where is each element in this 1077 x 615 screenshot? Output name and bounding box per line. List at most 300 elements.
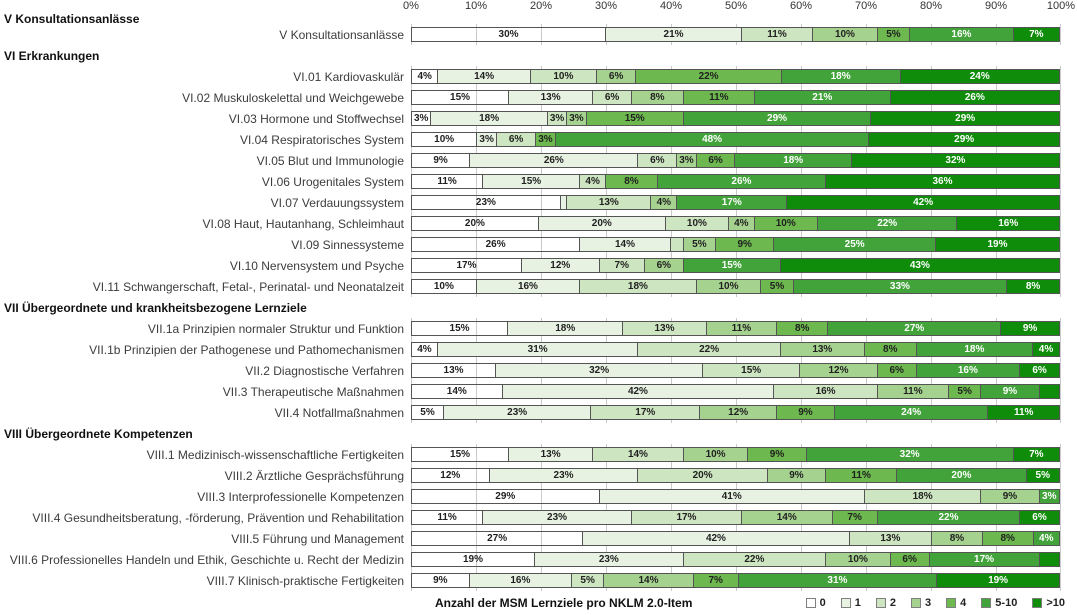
segment-label: 25%	[844, 238, 865, 250]
segment-label: 9%	[433, 154, 448, 166]
bar-segment	[671, 238, 684, 251]
segment-label: 20%	[692, 469, 713, 481]
segment-label: 10%	[834, 28, 855, 40]
legend-swatch	[1032, 598, 1042, 608]
segment-label: 6%	[604, 91, 620, 103]
segment-label: 20%	[591, 217, 612, 229]
segment-label: 22%	[698, 70, 719, 82]
segment-label: 18%	[830, 70, 851, 82]
segment-label: 8%	[1000, 532, 1015, 544]
segment-label: 42%	[913, 196, 934, 208]
bar-segment	[535, 553, 684, 566]
bar-segment	[761, 280, 793, 293]
segment-label: 17%	[721, 196, 742, 208]
bar-segment	[794, 280, 1008, 293]
bar-segment	[1027, 469, 1059, 482]
segment-label: 16%	[517, 280, 538, 292]
x-axis-ticks	[403, 0, 1076, 14]
bar-segment	[901, 70, 1059, 83]
segment-label: 13%	[540, 91, 561, 103]
bar-segment	[716, 238, 774, 251]
segment-label: 41%	[721, 490, 742, 502]
bar-segment	[593, 91, 632, 104]
segment-label: 16%	[815, 385, 836, 397]
bar-segment	[412, 154, 470, 167]
segment-label: 16%	[951, 28, 972, 40]
segment-label: 3%	[1042, 490, 1057, 502]
bar-segment	[707, 322, 777, 335]
row-label: VI.01 Kardiovaskulär	[293, 69, 404, 84]
segment-label: 32%	[945, 154, 966, 166]
segment-label: 11%	[437, 175, 457, 187]
segment-label: 17%	[456, 259, 477, 271]
segment-label: 29%	[495, 490, 516, 502]
bar-segment	[497, 133, 536, 146]
bar-segment	[587, 112, 684, 125]
segment-label: 22%	[744, 553, 765, 565]
row-label: VIII.5 Führung und Management	[231, 531, 404, 546]
bar-row	[0, 213, 1077, 234]
bar-segment	[826, 469, 897, 482]
bar-segment	[981, 385, 1039, 398]
segment-label: 6%	[708, 154, 723, 166]
stacked-bar	[411, 237, 1060, 252]
segment-label: 11%	[731, 322, 752, 334]
bar-segment	[580, 280, 696, 293]
bar-segment	[697, 154, 736, 167]
bar-segment	[878, 364, 917, 377]
segment-label: 16%	[998, 217, 1019, 229]
segment-label: 48%	[702, 133, 723, 145]
segment-label: 6%	[608, 70, 624, 82]
segment-label: 13%	[598, 196, 619, 208]
stacked-bar	[411, 153, 1060, 168]
segment-label: 14%	[776, 511, 797, 523]
stacked-bar	[411, 405, 1060, 420]
bar-segment	[632, 91, 684, 104]
section-header: VIII Übergeordnete Kompetenzen	[4, 426, 193, 441]
segment-label: 23%	[475, 196, 496, 208]
bar-segment	[768, 469, 826, 482]
bar-segment	[431, 112, 547, 125]
segment-label: 43%	[909, 259, 930, 271]
bar-track	[411, 549, 1061, 570]
stacked-bar	[411, 531, 1060, 546]
segment-label: 3%	[569, 112, 584, 124]
bar-segment	[878, 385, 949, 398]
segment-label: 5%	[580, 574, 595, 586]
segment-label: 10%	[705, 448, 726, 460]
bar-segment	[470, 154, 638, 167]
bar-track	[411, 444, 1061, 465]
bar-segment	[949, 385, 981, 398]
bar-segment	[684, 112, 872, 125]
bar-segment	[623, 322, 706, 335]
row-label: VII.2 Diagnostische Verfahren	[245, 363, 404, 378]
segment-label: 11%	[437, 511, 457, 523]
bar-track	[411, 339, 1061, 360]
bar-segment	[438, 70, 530, 83]
bar-segment	[412, 133, 477, 146]
bar-segment	[580, 238, 671, 251]
segment-label: 15%	[741, 364, 762, 376]
segment-label: 7%	[847, 511, 862, 523]
segment-label: 15%	[450, 448, 471, 460]
bar-segment	[910, 28, 1014, 41]
segment-label: 5%	[886, 28, 901, 40]
segment-label: 5%	[692, 238, 707, 250]
bar-segment	[572, 574, 604, 587]
segment-label: 14%	[474, 70, 495, 82]
segment-label: 10%	[718, 280, 739, 292]
segment-label: 12%	[440, 469, 461, 481]
segment-label: 17%	[676, 511, 697, 523]
bar-row	[0, 276, 1077, 297]
segment-label: 13%	[880, 532, 901, 544]
segment-label: 27%	[487, 532, 508, 544]
bar-row	[0, 255, 1077, 276]
segment-label: 6%	[902, 553, 917, 565]
section-header: VII Übergeordnete und krankheitsbezogene Lernziele	[4, 300, 307, 315]
bar-segment	[632, 511, 742, 524]
legend-swatch	[911, 598, 921, 608]
bar-segment	[503, 385, 775, 398]
axis-title: Anzahl der MSM Lernziele pro NKLM 2.0-Item	[435, 596, 693, 610]
legend-swatch	[876, 598, 886, 608]
bar-segment	[729, 217, 754, 230]
bar-segment	[1033, 343, 1059, 356]
bar-segment	[833, 511, 878, 524]
bar-row	[0, 318, 1077, 339]
bar-segment	[865, 343, 917, 356]
bar-segment	[1014, 28, 1059, 41]
bar-segment	[742, 28, 813, 41]
bar-segment	[684, 259, 781, 272]
bar-track	[411, 255, 1061, 276]
segment-label: 31%	[527, 343, 548, 355]
stacked-bar	[411, 132, 1060, 147]
row-label: VII.3 Therapeutische Maßnahmen	[222, 384, 404, 399]
row-label: VI.11 Schwangerschaft, Fetal-, Perinatal- und Neonatalzeit	[92, 279, 404, 294]
segment-label: 13%	[654, 322, 675, 334]
bar-segment	[777, 322, 828, 335]
stacked-bar	[411, 468, 1060, 483]
segment-label: 9%	[789, 469, 804, 481]
segment-label: 7%	[1029, 448, 1044, 460]
segment-label: 3%	[679, 154, 694, 166]
bar-segment	[781, 343, 865, 356]
bar-segment	[1040, 553, 1059, 566]
bar-segment	[636, 70, 781, 83]
segment-label: 4%	[417, 343, 432, 355]
bar-segment	[1034, 532, 1059, 545]
segment-label: 26%	[964, 91, 985, 103]
axis-tick-label: 90%	[984, 0, 1008, 12]
bar-segment	[897, 469, 1026, 482]
segment-label: 42%	[627, 385, 648, 397]
bar-row	[0, 507, 1077, 528]
bar-segment	[531, 70, 597, 83]
segment-label: 11%	[851, 469, 871, 481]
segment-label: 11%	[767, 28, 787, 40]
axis-tick-label: 30%	[594, 0, 618, 12]
bar-segment	[850, 532, 932, 545]
segment-label: 7%	[708, 574, 723, 586]
bar-segment	[412, 91, 509, 104]
bar-segment	[658, 175, 826, 188]
segment-label: 36%	[932, 175, 953, 187]
bar-segment	[755, 91, 891, 104]
bar-track	[411, 192, 1061, 213]
row-label: VIII.6 Professionelles Handeln und Ethik, Geschichte u. Recht der Medizin	[9, 552, 404, 567]
bar-segment	[645, 259, 684, 272]
segment-label: 10%	[775, 217, 796, 229]
segment-label: 4%	[656, 196, 672, 208]
bar-segment	[684, 553, 826, 566]
legend-swatch	[946, 598, 956, 608]
bar-segment	[807, 448, 1014, 461]
bar-segment	[703, 364, 800, 377]
segment-label: 18%	[627, 280, 648, 292]
segment-label: 15%	[450, 91, 471, 103]
section-header: V Konsultationsanlässe	[4, 12, 140, 26]
segment-label: 33%	[889, 280, 910, 292]
bar-row	[0, 192, 1077, 213]
bar-track	[411, 234, 1061, 255]
segment-label: 6%	[656, 259, 672, 271]
axis-tick-label: 20%	[529, 0, 553, 12]
bar-segment	[567, 112, 586, 125]
bar-row	[0, 570, 1077, 591]
bar-track	[411, 570, 1061, 591]
stacked-bar	[411, 69, 1060, 84]
bar-segment	[1040, 385, 1059, 398]
bar-row	[0, 339, 1077, 360]
chart-rows	[0, 14, 1077, 591]
bar-segment	[800, 364, 878, 377]
bar-segment	[878, 28, 910, 41]
row-label: VIII.1 Medizinisch-wissenschaftliche Fertigkeiten	[146, 447, 404, 462]
bar-row	[0, 381, 1077, 402]
bar-segment	[604, 574, 694, 587]
segment-label: 26%	[543, 154, 564, 166]
bar-segment	[777, 406, 835, 419]
stacked-bar	[411, 111, 1060, 126]
bar-segment	[917, 364, 1021, 377]
legend-swatch	[806, 598, 816, 608]
segment-label: 7%	[614, 259, 629, 271]
bar-segment	[755, 217, 818, 230]
bar-segment	[638, 154, 677, 167]
legend-swatch	[841, 598, 851, 608]
bar-segment	[483, 175, 580, 188]
segment-label: 29%	[955, 112, 976, 124]
bar-row	[0, 150, 1077, 171]
stacked-bar	[411, 447, 1060, 462]
legend-item	[946, 597, 966, 609]
bar-segment	[1007, 280, 1059, 293]
bar-segment	[444, 406, 591, 419]
segment-label: 9%	[1002, 490, 1018, 502]
row-label: VI.02 Muskuloskelettal und Weichgewebe	[182, 90, 404, 105]
row-label: V Konsultationsanlässe	[279, 27, 404, 42]
row-label: VI.06 Urogenitales System	[261, 174, 404, 189]
bar-row	[0, 108, 1077, 129]
segment-label: 18%	[555, 322, 576, 334]
bar-segment	[826, 175, 1059, 188]
bar-track	[411, 381, 1061, 402]
bar-segment	[865, 490, 981, 503]
segment-label: 15%	[721, 259, 742, 271]
stacked-bar	[411, 321, 1060, 336]
bar-segment	[536, 133, 556, 146]
bar-segment	[412, 217, 539, 230]
row-label: VI.07 Verdauungssystem	[270, 195, 404, 210]
segment-label: 15%	[624, 112, 645, 124]
bar-segment	[412, 112, 431, 125]
segment-label: 30%	[498, 28, 519, 40]
bar-segment	[684, 448, 749, 461]
row-label: VI.10 Nervensystem und Psyche	[229, 258, 404, 273]
bar-track	[411, 129, 1061, 150]
axis-tick-label: 40%	[659, 0, 683, 12]
bar-track	[411, 507, 1061, 528]
bar-track	[411, 24, 1061, 45]
bar-segment	[813, 28, 878, 41]
section-header: VI Erkrankungen	[4, 48, 100, 63]
legend-item	[981, 597, 1017, 609]
bar-segment	[748, 448, 806, 461]
segment-label: 13%	[812, 343, 833, 355]
bar-track	[411, 108, 1061, 129]
bar-segment	[583, 532, 849, 545]
segment-label: 26%	[731, 175, 752, 187]
bar-segment	[983, 532, 1034, 545]
bar-row	[0, 234, 1077, 255]
bar-segment	[483, 511, 632, 524]
segment-label: 9%	[1022, 322, 1038, 334]
bar-segment	[412, 553, 535, 566]
bar-row	[0, 66, 1077, 87]
bar-segment	[988, 406, 1058, 419]
bar-segment	[781, 259, 1059, 272]
segment-label: 12%	[728, 406, 749, 418]
segment-label: 8%	[624, 175, 639, 187]
segment-label: 15%	[521, 175, 542, 187]
segment-label: 27%	[904, 322, 925, 334]
bar-segment	[606, 175, 658, 188]
segment-label: 4%	[585, 175, 600, 187]
stacked-bar	[411, 216, 1060, 231]
bar-segment	[412, 175, 483, 188]
segment-label: 22%	[877, 217, 898, 229]
segment-label: 6%	[889, 364, 904, 376]
bar-segment	[496, 364, 703, 377]
legend-swatch	[981, 598, 991, 608]
bar-segment	[412, 196, 561, 209]
legend-label: 3	[925, 597, 932, 609]
bar-row	[0, 24, 1077, 45]
bar-segment	[477, 280, 581, 293]
bar-segment	[490, 469, 639, 482]
bar-track	[411, 528, 1061, 549]
stacked-bar	[411, 384, 1060, 399]
legend-item	[911, 597, 931, 609]
row-label: VIII.2 Ärztliche Gesprächsführung	[224, 468, 404, 483]
bar-segment	[677, 154, 696, 167]
axis-tick-label: 70%	[854, 0, 878, 12]
axis-tick-label: 60%	[789, 0, 813, 12]
bar-segment	[412, 343, 438, 356]
segment-label: 14%	[615, 238, 636, 250]
segment-label: 29%	[954, 133, 975, 145]
bar-row	[0, 129, 1077, 150]
bar-segment	[774, 385, 878, 398]
row-label: VI.08 Haut, Hautanhang, Schleimhaut	[202, 216, 404, 231]
stacked-bar	[411, 510, 1060, 525]
segment-label: 23%	[547, 511, 568, 523]
segment-label: 8%	[1025, 280, 1041, 292]
bar-segment	[412, 364, 496, 377]
stacked-bar	[411, 342, 1060, 357]
segment-label: 10%	[847, 553, 868, 565]
legend-label: 1	[854, 597, 861, 609]
bar-segment	[539, 217, 666, 230]
bar-segment	[932, 532, 983, 545]
bar-segment	[787, 196, 1059, 209]
bar-segment	[742, 511, 833, 524]
bar-track	[411, 87, 1061, 108]
bar-segment	[651, 196, 677, 209]
bar-segment	[412, 511, 483, 524]
row-label: VIII.3 Interprofessionelle Kompetenzen	[197, 489, 404, 504]
bar-segment	[1014, 448, 1059, 461]
bar-segment	[548, 112, 567, 125]
bar-segment	[477, 133, 497, 146]
bar-row	[0, 528, 1077, 549]
bar-segment	[828, 322, 1001, 335]
segment-label: 6%	[1032, 511, 1047, 523]
segment-label: 8%	[794, 322, 810, 334]
bar-segment	[412, 574, 470, 587]
bar-segment	[556, 133, 870, 146]
legend-item	[841, 597, 861, 609]
stacked-bar	[411, 573, 1060, 588]
row-label: VI.05 Blut und Immunologie	[256, 153, 404, 168]
segment-label: 10%	[433, 280, 454, 292]
legend-item	[876, 597, 896, 609]
bar-segment	[878, 511, 1020, 524]
bar-track	[411, 318, 1061, 339]
bar-segment	[774, 238, 936, 251]
bar-segment	[1020, 511, 1059, 524]
bar-segment	[593, 448, 684, 461]
bar-track	[411, 171, 1061, 192]
segment-label: 6%	[508, 133, 524, 145]
axis-tick-label: 50%	[724, 0, 748, 12]
segment-label: 10%	[686, 217, 707, 229]
segment-label: 3%	[479, 133, 494, 145]
bar-segment	[412, 490, 600, 503]
segment-label: 3%	[413, 112, 429, 124]
bar-segment	[412, 385, 503, 398]
row-label: VI.04 Respiratorisches System	[239, 132, 404, 147]
bar-row	[0, 87, 1077, 108]
bar-segment	[470, 574, 572, 587]
segment-label: 24%	[901, 406, 922, 418]
segment-label: 17%	[974, 553, 995, 565]
stacked-bar	[411, 279, 1060, 294]
